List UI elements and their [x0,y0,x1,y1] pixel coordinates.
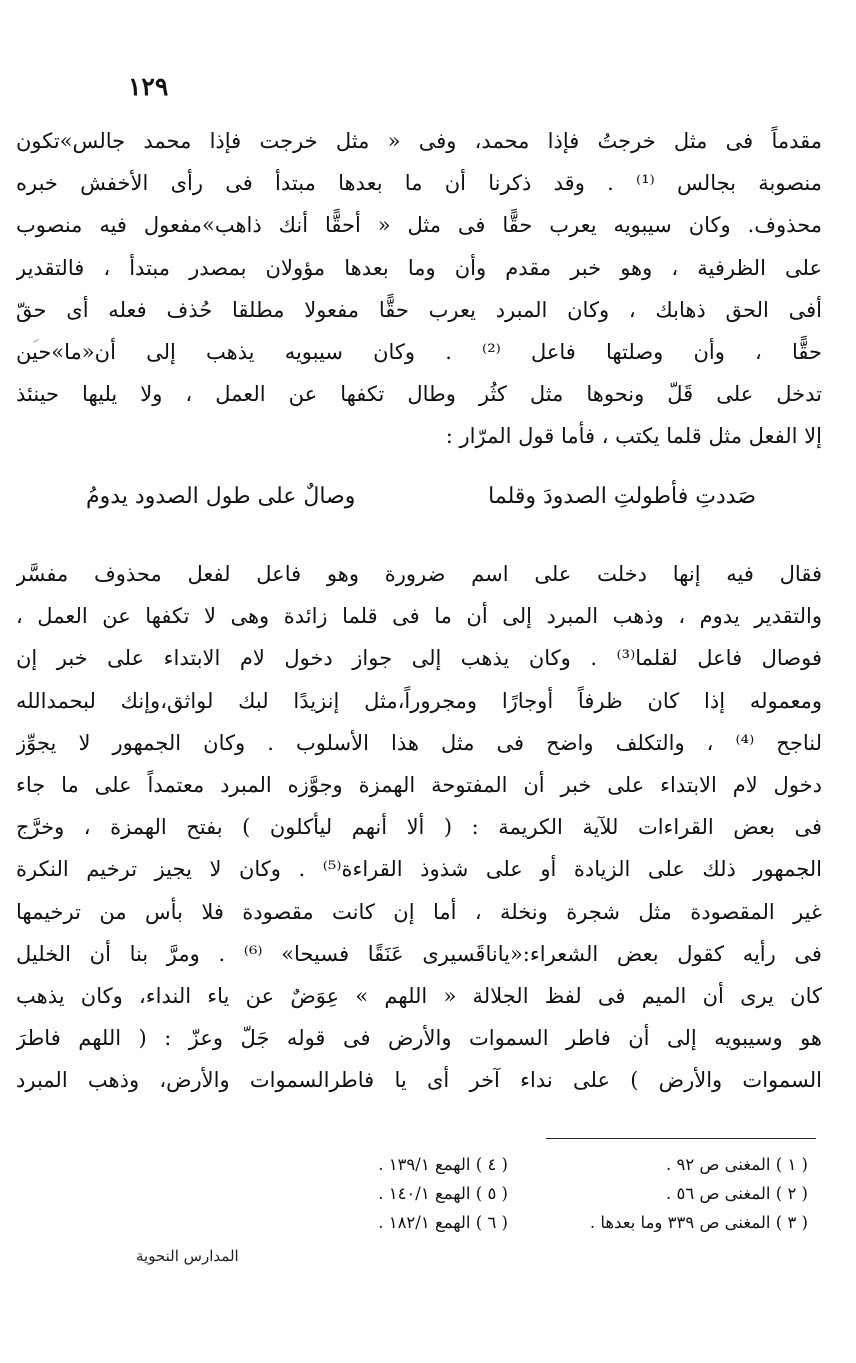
footnote-5: ( ٥ ) الهمع ١٤٠/١ . [378,1184,508,1203]
text-line: أفى الحق ذهابك ، وكان المبرد يعرب حقًّا مفعولا مطلقا حُذف فعله أى حقّ [16,297,822,322]
text-line: منصوبة بجالس ⁽¹⁾ . وقد ذكرنا أن ما بعدها مبتدأ فى رأى الأخفش خبره [16,171,822,196]
footnotes-left-column [248,1150,508,1237]
text-line: كان يرى أن الميم فى لفظ الجلالة « اللهم » عِوَضٌ عن ياء النداء، وكان يذهب [16,983,822,1008]
footnote-6: ( ٦ ) الهمع ١٨٢/١ . [378,1213,508,1232]
text-line: ومعموله إذا كان ظرفاً أوجارًا ومجروراً،مثل إنزيدًا لبك لواثق،وإنك لبحمدالله [16,688,822,713]
text-line: على الظرفية ، وهو خبر مقدم وأن وما بعدها مؤولان بمصدر مبتدأ ، فالتقدير [16,255,822,280]
text-line: تدخل على قَلّ ونحوها مثل كثُر وطال تكفها عن العمل ، ولا يليها حينئذ [16,382,822,407]
text-line: فوصال فاعل لقلما⁽³⁾ . وكان يذهب إلى جواز دخول لام الابتداء على خبر إن [16,646,822,671]
footnote-3: ( ٣ ) المغنى ص ٣٣٩ وما بعدها . [589,1213,808,1232]
poetry-verse [86,484,756,509]
text-line: مقدماً فى مثل خرجتُ فإذا محمد، وفى « مثل خرجت فإذا محمد جالس»تكون [16,129,822,153]
footnote-4: ( ٤ ) الهمع ١٣٩/١ . [378,1155,508,1174]
text-line: فقال فيه إنها دخلت على اسم ضرورة وهو فاعل لفعل محذوف مفسَّر [16,562,822,586]
text-line: السموات والأرض ) على نداء آخر أى يا فاطرالسموات والأرض، وذهب المبرد [16,1068,822,1093]
footnotes [248,1150,808,1237]
paragraph-1 [16,120,822,458]
text-line: هو وسيبويه إلى أن فاطر السموات والأرض فى قوله جَلّ وعزّ : ( اللهم فاطرَ [16,1026,822,1051]
paragraph-2 [16,553,822,1101]
text-line: محذوف. وكان سيبويه يعرب حقًّا فى مثل « أحقًّا أنك ذاهب»مفعول فيه منصوب [16,213,822,238]
text-line: دخول لام الابتداء على خبر أن المفتوحة الهمزة وجوَّزه المبرد معتمداً على ما جاء [16,772,822,797]
text-line: فى رأيه كقول بعض الشعراء:«ياناقَسيرى عَنَقًا فسيحا» ⁽⁶⁾ . ومرَّ بنا أن الخليل [16,941,822,966]
verse-second-hemistich: وصالٌ على طول الصدود يدومُ [86,484,356,509]
text-line: لناجح ⁽⁴⁾ ، والتكلف واضح فى مثل هذا الأسلوب . وكان الجمهور لا يجوِّز [16,730,822,755]
footnotes-right-column [508,1150,808,1237]
text-line: حقًّا ، وأن وصلتها فاعل ⁽²⁾ . وكان سيبويه يذهب إلى أن«ما»حين [16,339,822,364]
footnote-divider [546,1138,816,1139]
text-line: فى بعض القراءات للآية الكريمة : ( ألا أنهم ليأكلون ) بفتح الهمزة ، وخرَّج [16,815,822,840]
footnote-2: ( ٢ ) المغنى ص ٥٦ . [665,1184,808,1203]
page-number: ١٢٩ [128,72,169,101]
text-line: إلا الفعل مثل قلما يكتب ، فأما قول المرّار : [445,424,822,449]
text-line: والتقدير يدوم ، وذهب المبرد إلى أن ما فى قلما زائدة وهى لا تكفها عن العمل ، [16,604,822,629]
footnote-1: ( ١ ) المغنى ص ٩٢ . [665,1155,808,1174]
text-line: غير المقصودة مثل شجرة ونخلة ، أما إن كانت مقصودة فلا بأس من ترخيمها [16,899,822,924]
verse-first-hemistich: صَددتِ فأطولتِ الصدودَ وقلما [488,484,756,509]
text-line: الجمهور ذلك على الزيادة أو على شذوذ القراءة⁽⁵⁾ . وكان لا يجيز ترخيم النكرة [16,857,822,882]
running-footer-source: المدارس النحوية [136,1247,239,1265]
